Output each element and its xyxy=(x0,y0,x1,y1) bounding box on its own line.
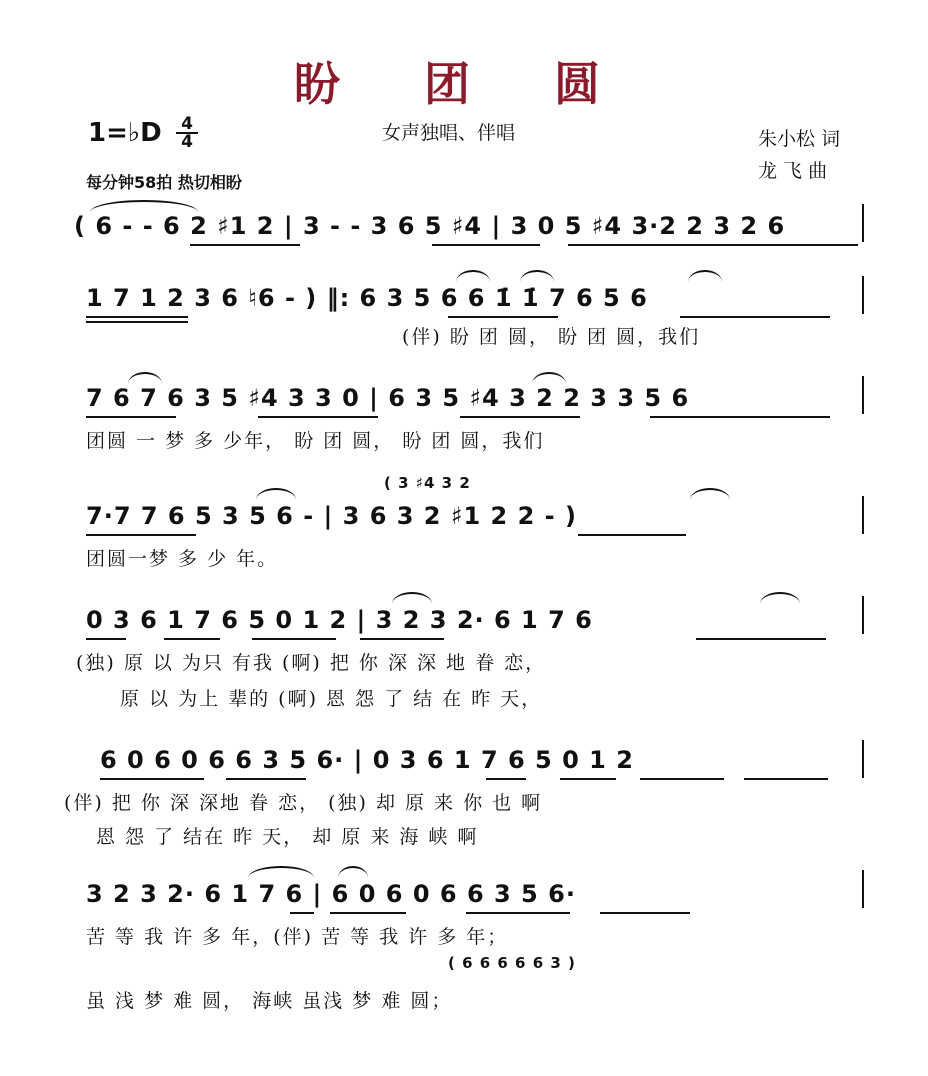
beam-underline xyxy=(486,778,526,780)
beam-underline xyxy=(226,778,306,780)
barline xyxy=(862,204,864,242)
tempo-marking: 每分钟58拍 热切相盼 xyxy=(86,173,242,192)
beam-underline xyxy=(86,321,188,323)
time-signature xyxy=(176,116,198,150)
barline xyxy=(862,276,864,314)
notation-row-4: 7·7 7 6 5 3 5 6 - | 3 6 3 2 ♯1 2 2 - ) xyxy=(86,502,577,530)
lyricist-credit: 朱小松 词 xyxy=(758,128,841,150)
slur xyxy=(392,592,432,604)
notation-row-7: 3 2 3 2· 6 1 7 6 | 6 0 6 0 6 6 3 5 6· xyxy=(86,880,576,908)
ornament-row-7: ( 6 6 6 6 6 3 ) xyxy=(448,954,576,972)
beam-underline xyxy=(680,316,830,318)
beam-underline xyxy=(600,912,690,914)
beam-underline xyxy=(86,316,188,318)
beam-underline xyxy=(190,244,300,246)
slur xyxy=(690,488,730,500)
beam-underline xyxy=(86,534,196,536)
beam-underline xyxy=(86,416,176,418)
slur xyxy=(532,372,566,384)
beam-underline xyxy=(164,638,220,640)
performance-note: 女声独唱、伴唱 xyxy=(382,122,516,144)
beam-underline xyxy=(330,912,406,914)
lyric-row-6-verse-2: 恩 怨 了 结在 昨 天， 却 原 来 海 峡 啊 xyxy=(96,826,479,848)
lyric-row-5-verse-1: (独) 原 以 为只 有我 (啊) 把 你 深 深 地 眷 恋， xyxy=(76,652,547,674)
time-signature-top: 4 xyxy=(181,114,193,134)
beam-underline xyxy=(252,638,336,640)
lyric-row-3: 团圆 一 梦 多 少年， 盼 团 圆， 盼 团 圆，我们 xyxy=(86,430,545,452)
beam-underline xyxy=(744,778,828,780)
notation-row-2: 1 7 1 2 3 6 ♮6 - ) ‖: 6 3 5 6 6 1̇ 1̇ 7 6 5 6 xyxy=(86,284,648,312)
lyric-row-5-verse-2: 原 以 为上 辈的 (啊) 恩 怨 了 结 在 昨 天， xyxy=(120,688,543,710)
song-title: 盼 团 圆 xyxy=(293,57,635,111)
notation-row-6: 6 0 6 0 6 6 3 5 6· | 0 3 6 1 7 6 5 0 1 2 xyxy=(100,746,634,774)
beam-underline xyxy=(100,778,204,780)
barline xyxy=(862,496,864,534)
beam-underline xyxy=(560,778,616,780)
notation-row-1: ( 6 - - 6 2 ♯1 2 | 3 - - 3 6 5 ♯4 | 3 0 5 ♯4 3·2 2 3 2 6 xyxy=(74,212,786,240)
beam-underline xyxy=(432,244,540,246)
beam-underline xyxy=(696,638,826,640)
slur xyxy=(688,270,722,282)
barline xyxy=(862,596,864,634)
beam-underline xyxy=(290,912,314,914)
beam-underline xyxy=(258,416,378,418)
slur xyxy=(90,200,198,212)
beam-underline xyxy=(448,316,558,318)
barline xyxy=(862,870,864,908)
lyric-row-7-verse-1: 苦 等 我 许 多 年，(伴) 苦 等 我 许 多 年； xyxy=(86,926,509,948)
lyric-row-4: 团圆一梦 多 少 年。 xyxy=(86,548,279,570)
time-signature-bottom: 4 xyxy=(176,132,198,150)
ornament-row-4: ( 3 ♯4 3 2 xyxy=(384,474,471,492)
slur xyxy=(248,866,314,878)
slur xyxy=(456,270,490,282)
slur xyxy=(520,270,554,282)
lyric-row-2: (伴) 盼 团 圆， 盼 团 圆，我们 xyxy=(402,326,701,348)
slur xyxy=(760,592,800,604)
beam-underline xyxy=(460,416,580,418)
beam-underline xyxy=(650,416,830,418)
beam-underline xyxy=(578,534,686,536)
slur xyxy=(128,372,162,384)
lyric-row-6-verse-1: (伴) 把 你 深 深地 眷 恋， (独) 却 原 来 你 也 啊 xyxy=(64,792,543,814)
notation-row-5: 0 3 6 1 7 6 5 0 1 2 | 3 2 3 2· 6 1 7 6 xyxy=(86,606,593,634)
beam-underline xyxy=(568,244,858,246)
lyric-row-7-verse-2: 虽 浅 梦 难 圆， 海峡 虽浅 梦 难 圆； xyxy=(86,990,453,1012)
notation-row-3: 7 6 7 6 3 5 ♯4 3 3 0 | 6 3 5 ♯4 3 2 2 3 3 5 6 xyxy=(86,384,690,412)
slur xyxy=(256,488,296,500)
slur xyxy=(338,866,368,878)
key-signature: 1=♭D xyxy=(88,118,162,148)
beam-underline xyxy=(86,638,126,640)
beam-underline xyxy=(466,912,570,914)
beam-underline xyxy=(640,778,724,780)
barline xyxy=(862,740,864,778)
composer-credit: 龙 飞 曲 xyxy=(758,160,828,182)
beam-underline xyxy=(360,638,444,640)
barline xyxy=(862,376,864,414)
